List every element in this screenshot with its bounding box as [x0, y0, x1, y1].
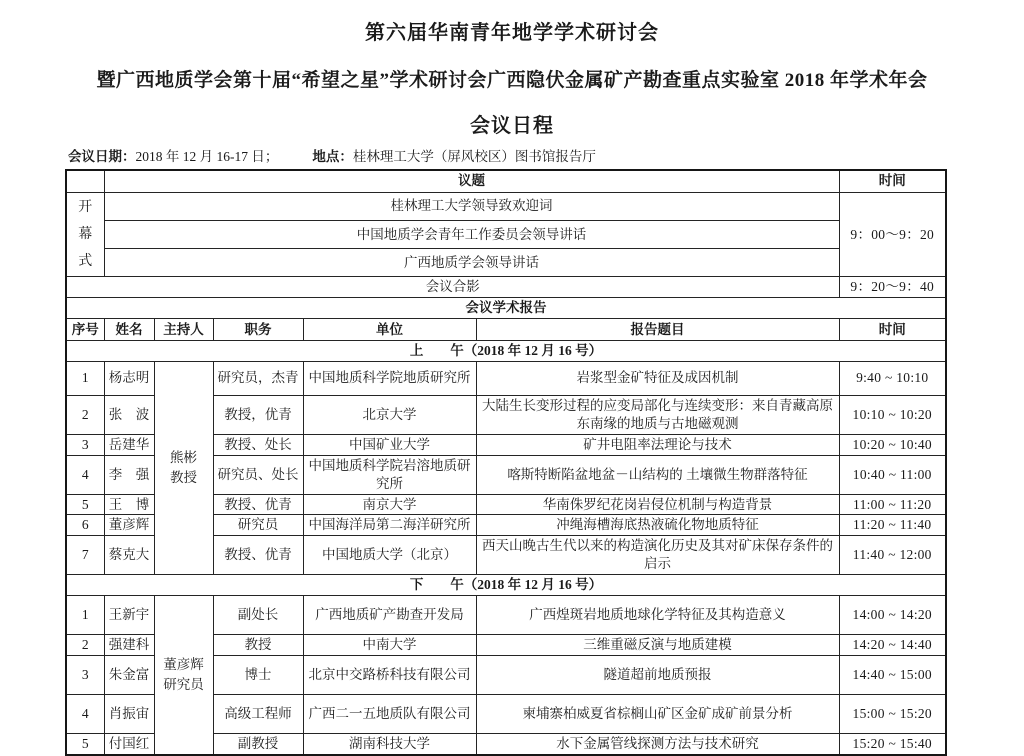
row-name: 董彦辉 [104, 515, 154, 536]
row-topic: 隧道超前地质预报 [476, 655, 839, 694]
col-header-name: 姓名 [104, 319, 154, 341]
table-row [66, 596, 946, 635]
row-name: 张 波 [104, 395, 154, 434]
col-header-time: 时间 [839, 319, 946, 341]
col-header-host: 主持人 [154, 319, 213, 341]
row-unit: 中国地质科学院岩溶地质研究所 [303, 455, 476, 494]
session-label-morning: 上 午（2018 年 12 月 16 号） [66, 341, 946, 362]
row-name: 付国红 [104, 733, 154, 754]
row-unit: 广西二一五地质队有限公司 [303, 694, 476, 733]
row-time: 9:40 ~ 10:10 [839, 361, 946, 395]
row-unit: 中国地质科学院地质研究所 [303, 361, 476, 395]
page-title: 第六届华南青年地学学术研讨会 [365, 22, 659, 44]
opening-corner-cell [66, 170, 104, 192]
row-unit: 中南大学 [303, 635, 476, 656]
row-name: 杨志明 [104, 361, 154, 395]
row-time: 15:20 ~ 15:40 [839, 733, 946, 754]
row-topic: 华南侏罗纪花岗岩侵位机制与构造背景 [476, 494, 839, 515]
row-unit: 北京大学 [303, 395, 476, 434]
host-title: 教授 [170, 470, 197, 486]
row-time: 10:10 ~ 10:20 [839, 395, 946, 434]
row-time: 14:20 ~ 14:40 [839, 635, 946, 656]
date-value: 2018 年 12 月 16-17 日； [135, 149, 279, 164]
row-title: 教授、优青 [213, 536, 303, 575]
location-value: 桂林理工大学（屏风校区）图书馆报告厅 [352, 149, 596, 164]
row-no: 2 [66, 395, 104, 434]
morning-host-cell [154, 361, 213, 574]
row-title: 教授、优青 [213, 494, 303, 515]
row-name: 李 强 [104, 455, 154, 494]
opening-item: 广西地质学会领导讲话 [104, 249, 839, 277]
row-time: 10:40 ~ 11:00 [839, 455, 946, 494]
document-header [0, 16, 1024, 138]
row-no: 7 [66, 536, 104, 575]
col-header-topic: 报告题目 [476, 319, 839, 341]
col-header-unit: 单位 [303, 319, 476, 341]
session-label-afternoon: 下 午（2018 年 12 月 16 号） [66, 575, 946, 596]
row-topic: 西天山晚古生代以来的构造演化历史及其对矿床保存条件的启示 [476, 536, 839, 575]
row-no: 5 [66, 733, 104, 754]
meta-line [68, 145, 1024, 165]
row-unit: 广西地质矿产勘查开发局 [303, 596, 476, 635]
schedule-table [65, 169, 947, 756]
row-name: 肖振宙 [104, 694, 154, 733]
row-no: 4 [66, 455, 104, 494]
row-no: 3 [66, 655, 104, 694]
row-no: 4 [66, 694, 104, 733]
row-title: 高级工程师 [213, 694, 303, 733]
row-topic: 岩浆型金矿特征及成因机制 [476, 361, 839, 395]
row-no: 1 [66, 596, 104, 635]
row-title: 研究员 [213, 515, 303, 536]
row-title: 教授、处长 [213, 434, 303, 455]
row-title: 研究员，杰青 [213, 361, 303, 395]
row-unit: 北京中交路桥科技有限公司 [303, 655, 476, 694]
schedule-heading: 会议日程 [470, 115, 554, 137]
row-no: 6 [66, 515, 104, 536]
host-name: 董彦辉 [163, 656, 204, 672]
row-name: 蔡克大 [104, 536, 154, 575]
row-name: 王 博 [104, 494, 154, 515]
afternoon-host-cell [154, 596, 213, 755]
row-time: 15:00 ~ 15:20 [839, 694, 946, 733]
row-name: 岳建华 [104, 434, 154, 455]
row-no: 1 [66, 361, 104, 395]
row-time: 14:00 ~ 14:20 [839, 596, 946, 635]
row-name: 朱金富 [104, 655, 154, 694]
opening-items-time: 9：00～9：20 [839, 192, 946, 277]
row-title: 研究员、处长 [213, 455, 303, 494]
row-no: 3 [66, 434, 104, 455]
row-time: 11:00 ~ 11:20 [839, 494, 946, 515]
date-label: 会议日期： [68, 149, 136, 164]
host-title: 研究员 [163, 676, 204, 692]
row-topic: 三维重磁反演与地质建模 [476, 635, 839, 656]
row-topic: 喀斯特断陷盆地盆－山结构的 土壤微生物群落特征 [476, 455, 839, 494]
table-row [66, 361, 946, 395]
row-topic: 广西煌斑岩地质地球化学特征及其构造意义 [476, 596, 839, 635]
col-header-title: 职务 [213, 319, 303, 341]
host-name: 熊彬 [170, 449, 197, 465]
opening-section-label: 开幕式 [66, 192, 104, 277]
row-title: 博士 [213, 655, 303, 694]
time-column-header: 时间 [839, 170, 946, 192]
opening-item: 桂林理工大学领导致欢迎词 [104, 192, 839, 220]
row-time: 11:20 ~ 11:40 [839, 515, 946, 536]
row-title: 教授 [213, 635, 303, 656]
conference-subtitle: 暨广西地质学会第十届“希望之星”学术研讨会广西隐伏金属矿产勘查重点实验室 2018 年学术年会 [96, 70, 928, 91]
row-time: 10:20 ~ 10:40 [839, 434, 946, 455]
row-title: 副教授 [213, 733, 303, 754]
row-name: 强建科 [104, 635, 154, 656]
row-unit: 南京大学 [303, 494, 476, 515]
row-unit: 中国海洋局第二海洋研究所 [303, 515, 476, 536]
row-title: 副处长 [213, 596, 303, 635]
location-label: 地点： [312, 149, 353, 164]
row-time: 14:40 ~ 15:00 [839, 655, 946, 694]
row-unit: 湖南科技大学 [303, 733, 476, 754]
row-topic: 矿井电阻率法理论与技术 [476, 434, 839, 455]
row-unit: 中国矿业大学 [303, 434, 476, 455]
row-unit: 中国地质大学（北京） [303, 536, 476, 575]
report-section-title: 会议学术报告 [66, 298, 946, 319]
row-topic: 大陆生长变形过程的应变局部化与连续变形：来自青藏高原东南缘的地质与古地磁观测 [476, 395, 839, 434]
row-title: 教授，优青 [213, 395, 303, 434]
row-topic: 冲绳海槽海底热液硫化物地质特征 [476, 515, 839, 536]
row-name: 王新宇 [104, 596, 154, 635]
group-photo-time: 9：20～9：40 [839, 277, 946, 298]
topic-column-header: 议题 [104, 170, 839, 192]
row-no: 2 [66, 635, 104, 656]
row-time: 11:40 ~ 12:00 [839, 536, 946, 575]
row-topic: 水下金属管线探测方法与技术研究 [476, 733, 839, 754]
group-photo-label: 会议合影 [66, 277, 839, 298]
opening-item: 中国地质学会青年工作委员会领导讲话 [104, 220, 839, 248]
col-header-no: 序号 [66, 319, 104, 341]
row-no: 5 [66, 494, 104, 515]
row-topic: 柬埔寨柏威夏省棕榈山矿区金矿成矿前景分析 [476, 694, 839, 733]
